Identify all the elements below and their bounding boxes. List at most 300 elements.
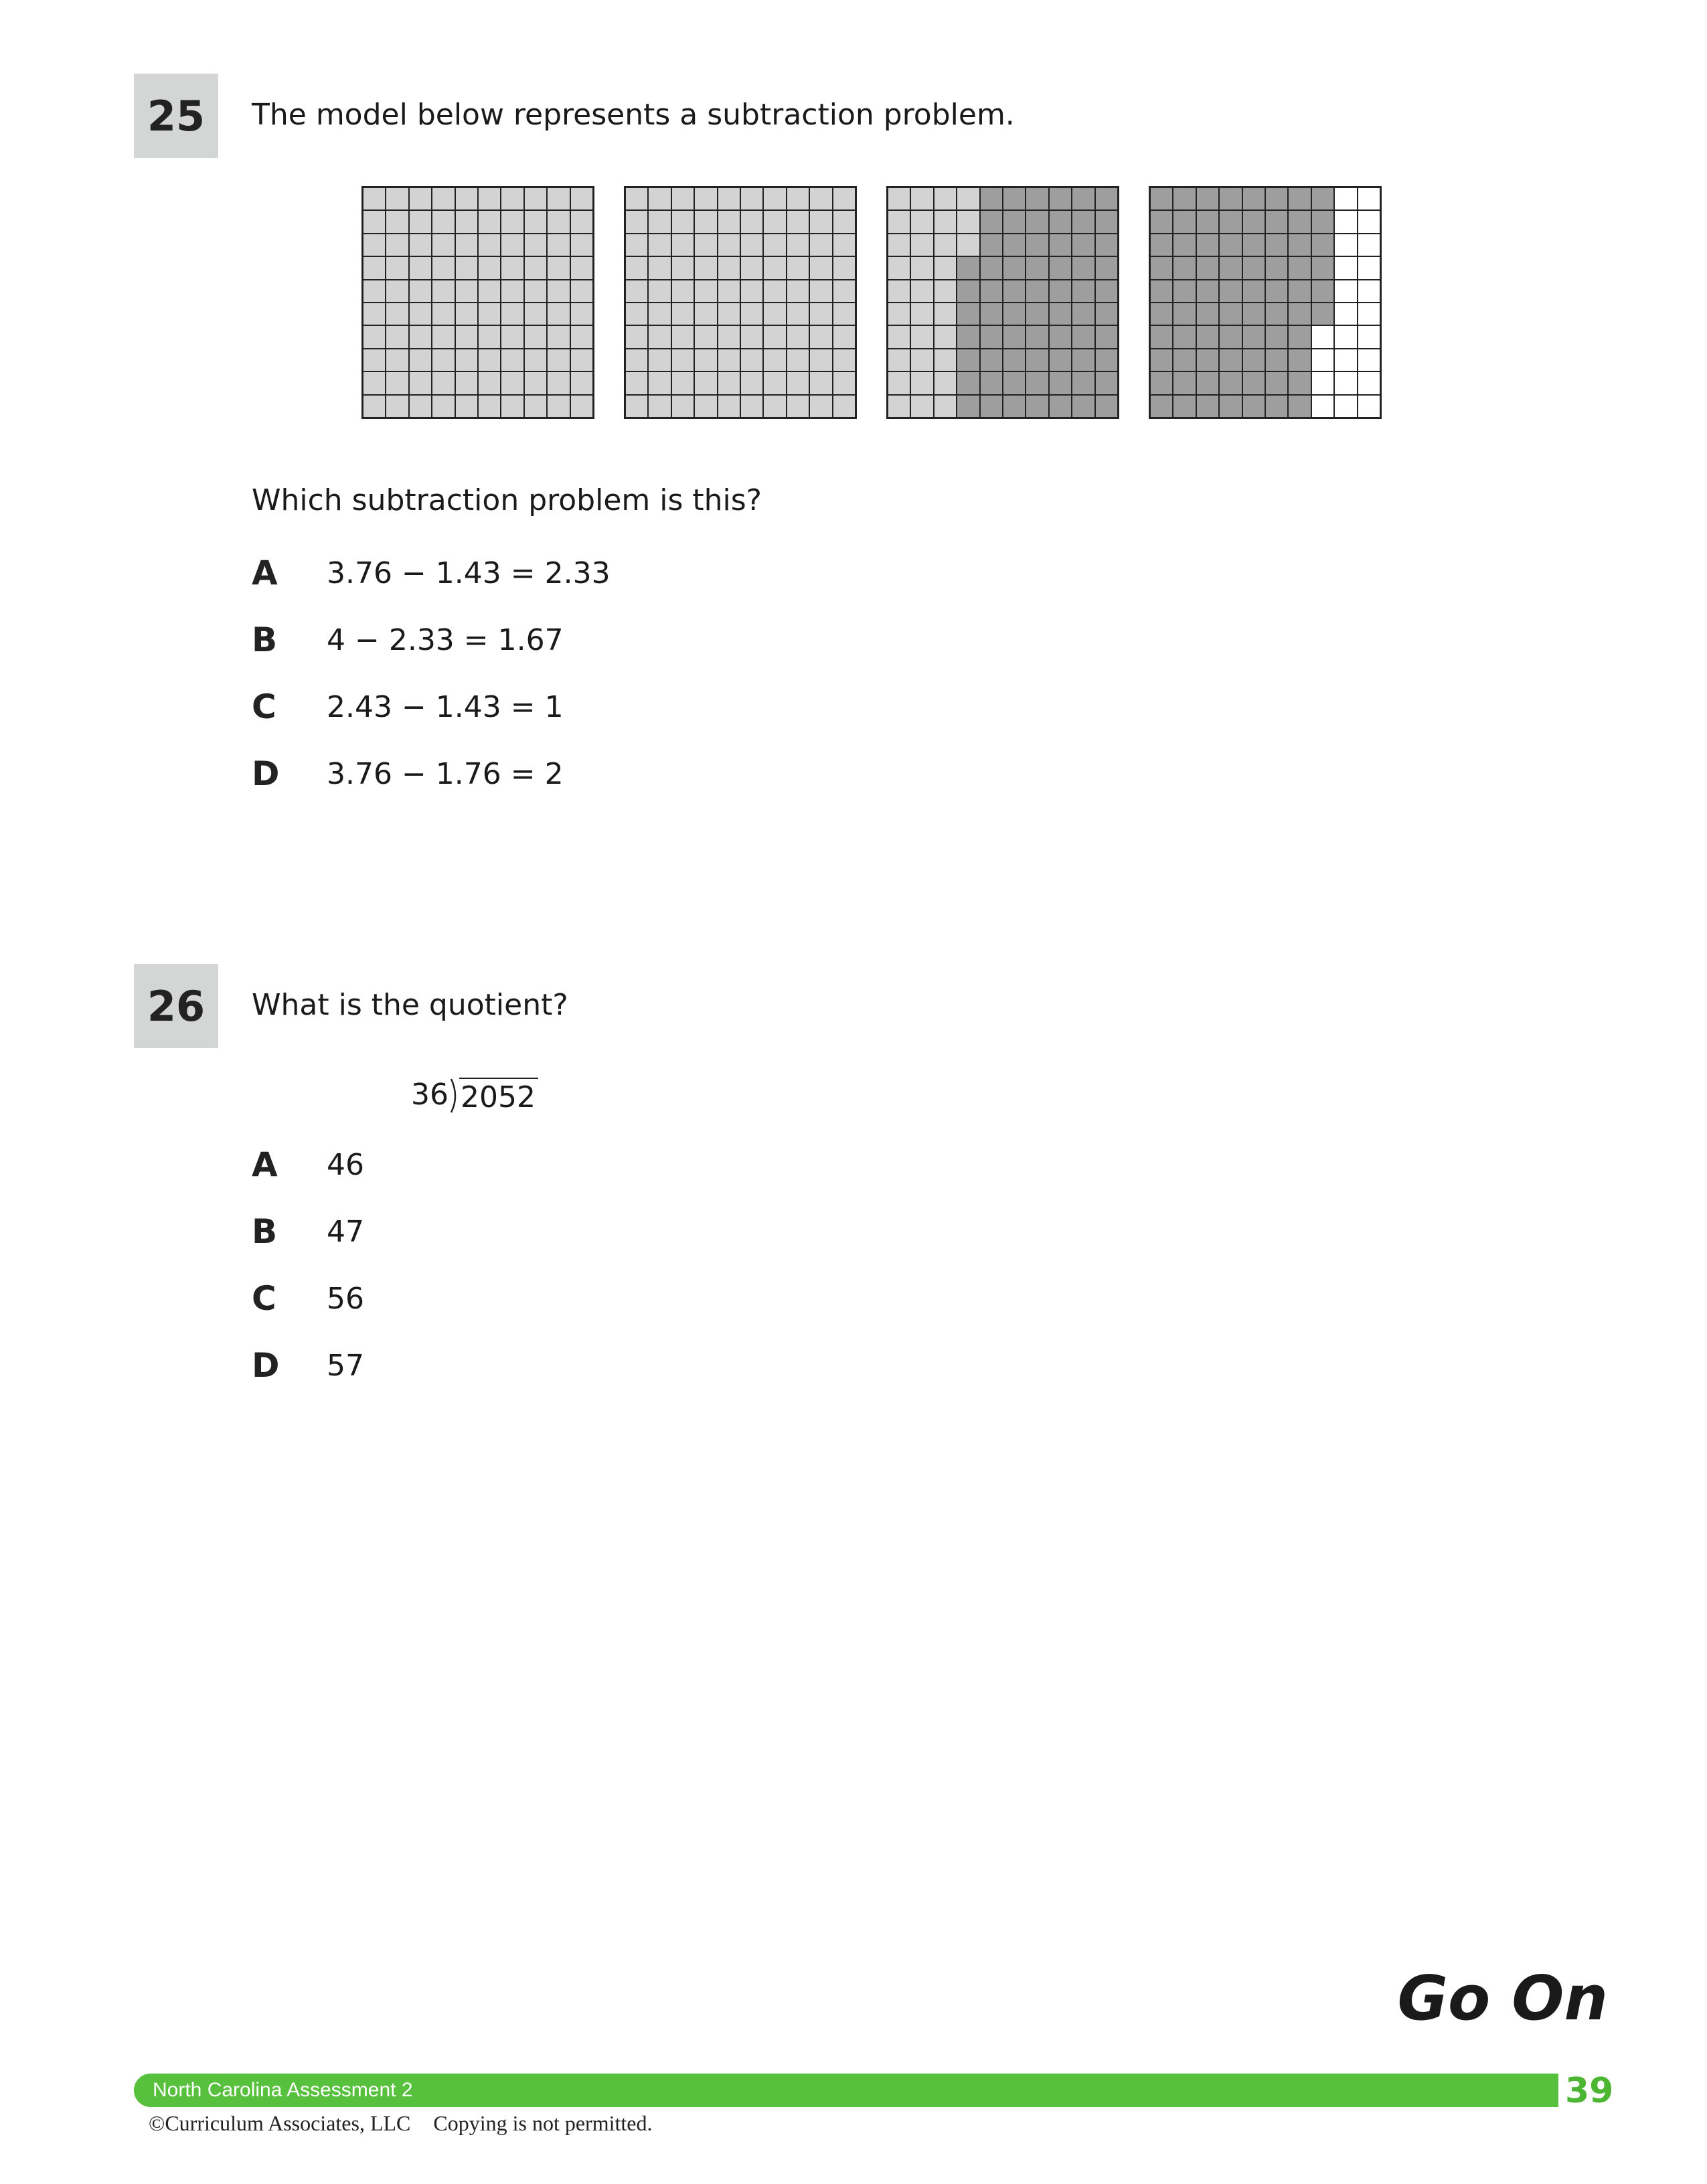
grid-cell	[1003, 234, 1026, 256]
grid-cell	[386, 349, 408, 371]
grid-cell	[455, 256, 478, 279]
grid-cell	[547, 303, 570, 325]
grid-cell	[934, 325, 957, 348]
grid-cell	[1311, 234, 1334, 256]
question-number-25: 25	[134, 74, 218, 158]
grid-cell	[763, 280, 786, 303]
grid-cell	[740, 187, 763, 210]
grid-cell	[409, 234, 432, 256]
grid-cell	[694, 395, 717, 418]
grid-cell	[1196, 395, 1219, 418]
grid-cell	[1219, 303, 1242, 325]
grid-cell	[570, 280, 593, 303]
grid-cell	[1334, 371, 1357, 394]
grid-cell	[455, 349, 478, 371]
grid-cell	[833, 234, 856, 256]
grid-cell	[957, 395, 979, 418]
hundreds-grid-4	[1149, 186, 1382, 419]
hundreds-grid-1	[361, 186, 594, 419]
grid-cell	[386, 256, 408, 279]
grid-cell	[1026, 371, 1048, 394]
grid-cell	[648, 256, 671, 279]
grid-cell	[386, 325, 408, 348]
grid-cell	[1150, 303, 1173, 325]
grid-cell	[1334, 325, 1357, 348]
grid-cell	[833, 371, 856, 394]
grid-cell	[386, 280, 408, 303]
grid-cell	[478, 210, 501, 233]
grid-cell	[1265, 303, 1288, 325]
grid-cell	[694, 256, 717, 279]
q26-choice-d[interactable]	[252, 1345, 364, 1385]
grid-cell	[524, 234, 547, 256]
grid-cell	[570, 349, 593, 371]
grid-cell	[1072, 210, 1094, 233]
grid-cell	[1311, 371, 1334, 394]
grid-cell	[1003, 325, 1026, 348]
grid-cell	[409, 349, 432, 371]
q26-choice-b[interactable]	[252, 1211, 364, 1252]
grid-cell	[1242, 234, 1265, 256]
grid-cell	[547, 395, 570, 418]
grid-cell	[409, 371, 432, 394]
grid-cell	[625, 371, 648, 394]
grid-cell	[1072, 187, 1094, 210]
grid-cell	[957, 256, 979, 279]
grid-cell	[1219, 210, 1242, 233]
grid-cell	[1095, 303, 1118, 325]
grid-cell	[763, 371, 786, 394]
grid-cell	[363, 303, 386, 325]
grid-cell	[980, 371, 1003, 394]
grid-cell	[386, 371, 408, 394]
grid-cell	[1196, 187, 1219, 210]
grid-cell	[1026, 303, 1048, 325]
grid-cell	[1173, 210, 1196, 233]
grid-cell	[625, 349, 648, 371]
grid-cell	[1242, 325, 1265, 348]
grid-cell	[409, 325, 432, 348]
grid-cell	[1049, 210, 1072, 233]
grid-cell	[625, 234, 648, 256]
long-division-problem	[411, 1078, 538, 1116]
grid-cell	[1265, 210, 1288, 233]
grid-cell	[570, 187, 593, 210]
grid-cell	[478, 325, 501, 348]
grid-cell	[980, 234, 1003, 256]
grid-cell	[524, 395, 547, 418]
grid-cell	[888, 280, 910, 303]
grid-cell	[809, 371, 832, 394]
grid-cell	[1265, 349, 1288, 371]
grid-cell	[501, 280, 523, 303]
grid-cell	[625, 303, 648, 325]
grid-cell	[501, 371, 523, 394]
grid-cell	[1072, 395, 1094, 418]
grid-cell	[478, 303, 501, 325]
grid-cell	[363, 349, 386, 371]
grid-cell	[694, 303, 717, 325]
grid-cell	[1288, 371, 1311, 394]
choice-letter: B	[252, 1212, 278, 1251]
grid-cell	[1242, 303, 1265, 325]
grid-cell	[1288, 234, 1311, 256]
q25-choice-a[interactable]	[252, 553, 611, 593]
q25-choice-b[interactable]	[252, 620, 564, 660]
grid-cell	[718, 303, 740, 325]
grid-cell	[625, 256, 648, 279]
grid-cell	[763, 395, 786, 418]
grid-cell	[1219, 256, 1242, 279]
grid-cell	[432, 280, 455, 303]
grid-cell	[1288, 303, 1311, 325]
grid-cell	[1150, 349, 1173, 371]
grid-cell	[1334, 234, 1357, 256]
grid-cell	[1072, 349, 1094, 371]
grid-cell	[524, 210, 547, 233]
q25-choice-d[interactable]	[252, 754, 564, 794]
choice-letter: B	[252, 620, 278, 659]
grid-cell	[432, 303, 455, 325]
grid-cell	[671, 256, 694, 279]
grid-cell	[763, 234, 786, 256]
grid-cell	[1288, 395, 1311, 418]
grid-cell	[1358, 395, 1380, 418]
grid-cell	[833, 280, 856, 303]
grid-cell	[1173, 234, 1196, 256]
grid-cell	[501, 256, 523, 279]
grid-cell	[363, 187, 386, 210]
grid-cell	[432, 395, 455, 418]
grid-cell	[910, 187, 933, 210]
grid-cell	[957, 371, 979, 394]
grid-cell	[957, 303, 979, 325]
grid-cell	[409, 303, 432, 325]
grid-cell	[455, 303, 478, 325]
grid-cell	[671, 234, 694, 256]
grid-cell	[888, 325, 910, 348]
grid-cell	[1219, 234, 1242, 256]
grid-cell	[1219, 349, 1242, 371]
grid-cell	[694, 234, 717, 256]
grid-cell	[740, 280, 763, 303]
grid-cell	[1049, 187, 1072, 210]
grid-cell	[1358, 256, 1380, 279]
grid-cell	[1288, 256, 1311, 279]
grid-cell	[1049, 256, 1072, 279]
grid-cell	[1242, 349, 1265, 371]
choice-text: 3.76 − 1.43 = 2.33	[327, 556, 611, 590]
grid-cell	[1358, 280, 1380, 303]
grid-cell	[1288, 349, 1311, 371]
grid-cell	[1334, 395, 1357, 418]
grid-cell	[1095, 187, 1118, 210]
grid-cell	[740, 349, 763, 371]
grid-cell	[547, 256, 570, 279]
grid-cell	[1311, 349, 1334, 371]
grid-cell	[787, 349, 809, 371]
grid-cell	[1311, 325, 1334, 348]
grid-cell	[809, 395, 832, 418]
grid-cell	[1150, 395, 1173, 418]
grid-cell	[625, 210, 648, 233]
grid-cell	[1095, 280, 1118, 303]
copyright-line	[149, 2111, 675, 2136]
grid-cell	[763, 187, 786, 210]
grid-cell	[1072, 325, 1094, 348]
grid-cell	[787, 325, 809, 348]
grid-cell	[1026, 256, 1048, 279]
grid-cell	[1358, 371, 1380, 394]
grid-cell	[1242, 395, 1265, 418]
grid-cell	[455, 234, 478, 256]
grid-cell	[478, 395, 501, 418]
grid-cell	[1095, 371, 1118, 394]
grid-cell	[787, 371, 809, 394]
grid-cell	[1288, 187, 1311, 210]
grid-cell	[570, 395, 593, 418]
grid-cell	[1358, 325, 1380, 348]
grid-cell	[648, 210, 671, 233]
grid-cell	[1095, 349, 1118, 371]
grid-cell	[910, 256, 933, 279]
grid-cell	[1150, 256, 1173, 279]
grid-cell	[386, 303, 408, 325]
grid-cell	[1173, 280, 1196, 303]
grid-cell	[524, 371, 547, 394]
grid-cell	[524, 325, 547, 348]
grid-cell	[501, 395, 523, 418]
grid-cell	[957, 187, 979, 210]
grid-cell	[501, 210, 523, 233]
grid-cell	[1150, 280, 1173, 303]
grid-cell	[1095, 210, 1118, 233]
grid-cell	[1026, 349, 1048, 371]
grid-cell	[478, 187, 501, 210]
grid-cell	[524, 187, 547, 210]
grid-cell	[980, 395, 1003, 418]
grid-cell	[957, 210, 979, 233]
grid-cell	[547, 210, 570, 233]
grid-cell	[625, 187, 648, 210]
grid-cell	[1095, 234, 1118, 256]
grid-cell	[648, 234, 671, 256]
divisor: 36	[411, 1078, 449, 1112]
grid-cell	[1049, 395, 1072, 418]
grid-cell	[1311, 210, 1334, 233]
grid-cell	[501, 325, 523, 348]
grid-cell	[694, 210, 717, 233]
grid-cell	[570, 256, 593, 279]
grid-cell	[787, 395, 809, 418]
grid-cell	[648, 303, 671, 325]
grid-cell	[1265, 395, 1288, 418]
grid-cell	[787, 303, 809, 325]
grid-cell	[1150, 371, 1173, 394]
grid-cell	[910, 234, 933, 256]
grid-cell	[740, 210, 763, 233]
grid-cell	[1003, 187, 1026, 210]
grid-cell	[740, 234, 763, 256]
grid-cell	[934, 256, 957, 279]
grid-cell	[478, 280, 501, 303]
grid-cell	[694, 349, 717, 371]
grid-cell	[1026, 280, 1048, 303]
q26-choice-a[interactable]	[252, 1145, 364, 1185]
grid-cell	[1265, 325, 1288, 348]
grid-cell	[625, 325, 648, 348]
grid-cell	[570, 234, 593, 256]
grid-cell	[409, 187, 432, 210]
grid-cell	[1026, 187, 1048, 210]
grid-cell	[432, 187, 455, 210]
grid-cell	[1334, 210, 1357, 233]
grid-cell	[363, 395, 386, 418]
grid-cell	[1358, 234, 1380, 256]
grid-cell	[1173, 325, 1196, 348]
grid-cell	[934, 395, 957, 418]
grid-cell	[809, 325, 832, 348]
grid-cell	[455, 395, 478, 418]
grid-cell	[648, 187, 671, 210]
grid-cell	[1150, 210, 1173, 233]
grid-cell	[409, 210, 432, 233]
grid-cell	[1173, 256, 1196, 279]
grid-cell	[524, 303, 547, 325]
grid-cell	[1173, 395, 1196, 418]
grid-cell	[386, 210, 408, 233]
grid-cell	[934, 303, 957, 325]
choice-letter: D	[252, 754, 280, 793]
choice-letter: C	[252, 1279, 276, 1318]
grid-cell	[1196, 303, 1219, 325]
choice-text: 4 − 2.33 = 1.67	[327, 622, 564, 657]
grid-cell	[1311, 395, 1334, 418]
grid-cell	[1049, 349, 1072, 371]
grid-cell	[671, 187, 694, 210]
grid-cell	[363, 210, 386, 233]
grid-cell	[718, 210, 740, 233]
grid-cell	[455, 280, 478, 303]
grid-cell	[570, 371, 593, 394]
grid-cell	[718, 187, 740, 210]
grid-cell	[625, 280, 648, 303]
grid-cell	[1358, 210, 1380, 233]
grid-cell	[833, 395, 856, 418]
grid-cell	[1358, 303, 1380, 325]
grid-cell	[1173, 349, 1196, 371]
grid-cell	[1219, 187, 1242, 210]
grid-cell	[833, 256, 856, 279]
grid-cell	[432, 371, 455, 394]
grid-cell	[934, 371, 957, 394]
q26-choice-c[interactable]	[252, 1278, 364, 1319]
grid-cell	[1095, 256, 1118, 279]
grid-cell	[740, 325, 763, 348]
grid-cell	[1242, 371, 1265, 394]
grid-cell	[740, 303, 763, 325]
grid-cell	[934, 210, 957, 233]
grid-cell	[1150, 187, 1173, 210]
grid-cell	[718, 349, 740, 371]
grid-cell	[980, 256, 1003, 279]
grid-cell	[1242, 256, 1265, 279]
question-25-question: Which subtraction problem is this?	[252, 483, 762, 517]
grid-cell	[432, 349, 455, 371]
grid-cell	[740, 371, 763, 394]
grid-cell	[1049, 280, 1072, 303]
grid-cell	[478, 234, 501, 256]
grid-cell	[1150, 234, 1173, 256]
copyright-text: ©Curriculum Associates, LLC	[149, 2111, 411, 2135]
grid-cell	[1095, 325, 1118, 348]
grid-cell	[1311, 303, 1334, 325]
grid-cell	[1288, 325, 1311, 348]
grid-cell	[570, 210, 593, 233]
grid-cell	[501, 187, 523, 210]
grid-cell	[809, 280, 832, 303]
grid-cell	[1173, 303, 1196, 325]
grid-cell	[910, 325, 933, 348]
grid-cell	[718, 234, 740, 256]
grid-cell	[1358, 187, 1380, 210]
grid-cell	[386, 234, 408, 256]
grid-cell	[547, 349, 570, 371]
grid-cell	[363, 371, 386, 394]
grid-cell	[787, 280, 809, 303]
grid-cell	[648, 349, 671, 371]
grid-cell	[1334, 303, 1357, 325]
grid-cell	[1288, 210, 1311, 233]
grid-cell	[1265, 371, 1288, 394]
grid-cell	[547, 280, 570, 303]
grid-cell	[409, 395, 432, 418]
grid-cell	[763, 349, 786, 371]
grid-cell	[888, 187, 910, 210]
grid-cell	[910, 395, 933, 418]
grid-cell	[1196, 234, 1219, 256]
q25-choice-c[interactable]	[252, 687, 564, 727]
grid-cell	[1003, 280, 1026, 303]
grid-cell	[718, 325, 740, 348]
grid-cell	[671, 371, 694, 394]
grid-cell	[1288, 280, 1311, 303]
grid-cell	[1003, 256, 1026, 279]
grid-cell	[809, 187, 832, 210]
grid-cell	[648, 371, 671, 394]
grid-cell	[934, 280, 957, 303]
grid-cell	[934, 234, 957, 256]
grid-cell	[980, 210, 1003, 233]
grid-cell	[1196, 210, 1219, 233]
grid-cell	[455, 187, 478, 210]
grid-cell	[1334, 280, 1357, 303]
grid-cell	[809, 234, 832, 256]
dividend: 2052	[459, 1078, 538, 1114]
grid-cell	[1049, 234, 1072, 256]
grid-cell	[570, 303, 593, 325]
grid-cell	[1173, 187, 1196, 210]
grid-cell	[1311, 280, 1334, 303]
grid-cell	[1334, 256, 1357, 279]
grid-cell	[671, 303, 694, 325]
grid-cell	[833, 303, 856, 325]
grid-cell	[524, 256, 547, 279]
grid-cell	[888, 395, 910, 418]
choice-letter: C	[252, 687, 276, 726]
choice-text: 57	[327, 1348, 364, 1383]
grid-cell	[910, 349, 933, 371]
